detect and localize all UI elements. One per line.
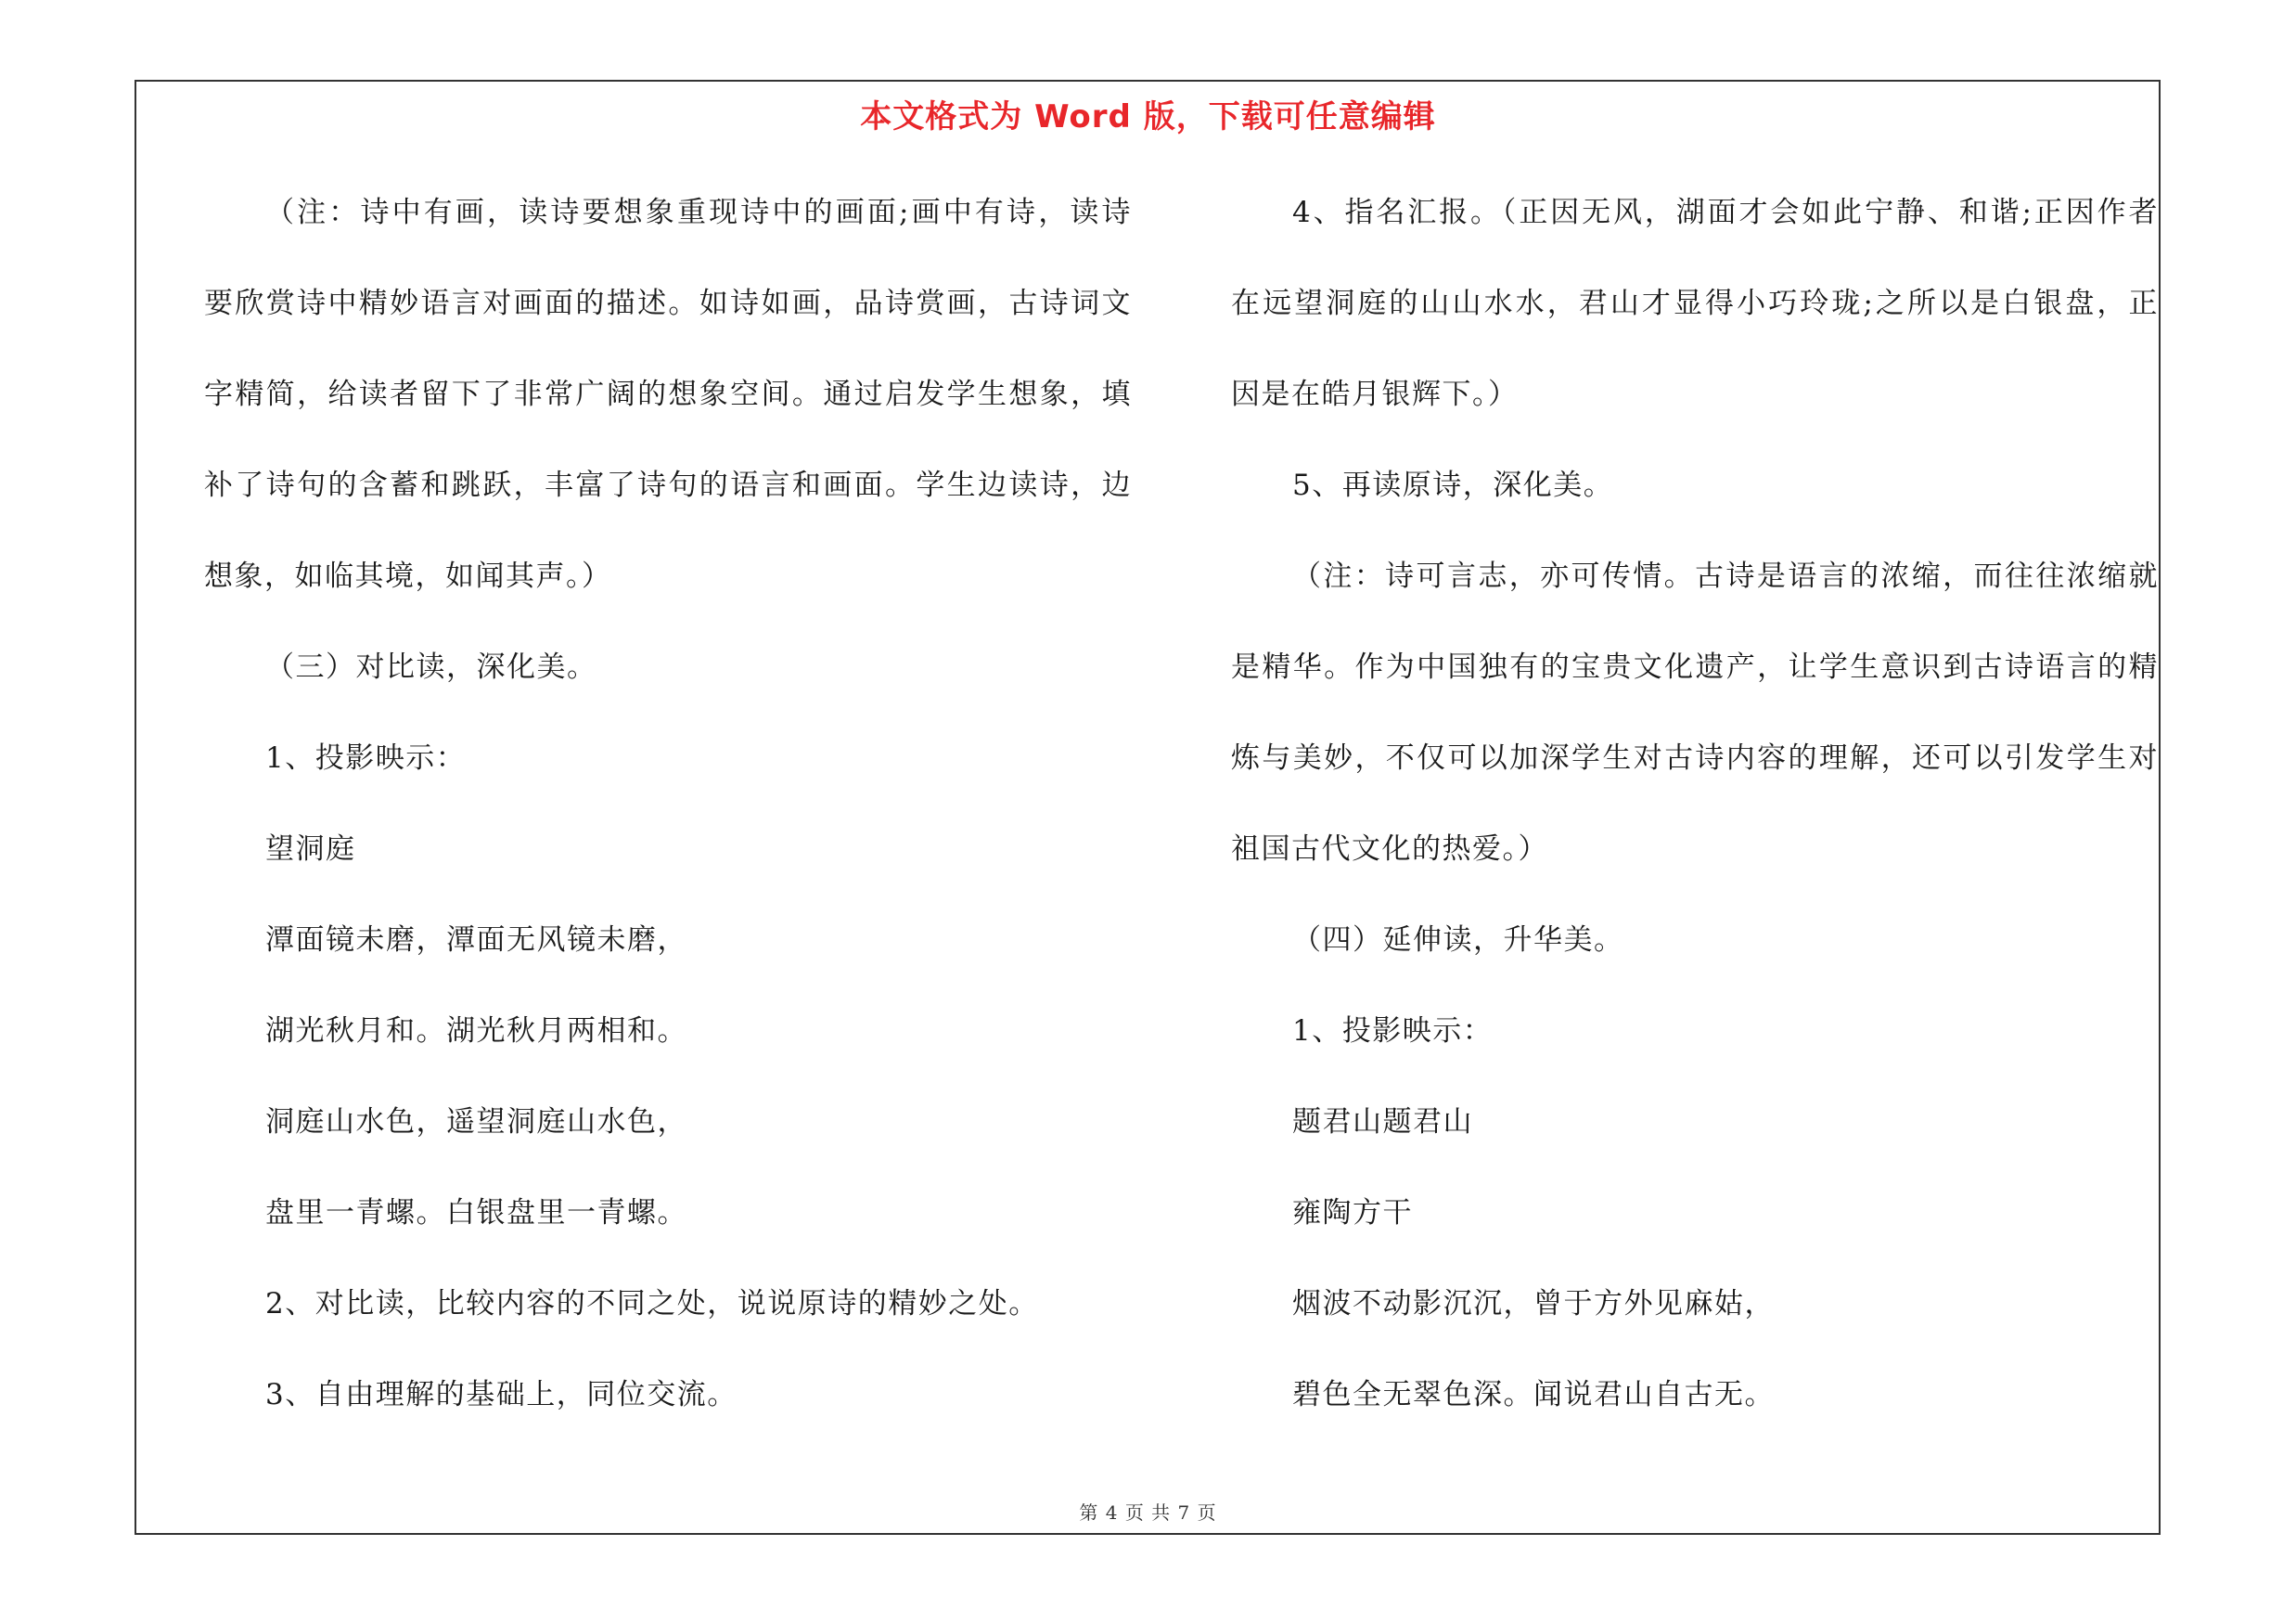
text-line: 炼与美妙，不仅可以加深学生对古诗内容的理解，还可以引发学生对 xyxy=(1231,741,2159,775)
text-line: 5、再读原诗，深化美。 xyxy=(1292,469,1614,502)
text-line: 1、投影映示： xyxy=(1292,1014,1494,1048)
left-text-column xyxy=(204,184,1132,1457)
editable-word-banner: 本文格式为 Word 版，下载可任意编辑 xyxy=(860,98,1436,135)
text-line: 是精华。作为中国独有的宝贵文化遗产，让学生意识到古诗语言的精 xyxy=(1231,650,2159,684)
text-line: 4、指名汇报。（正因无风，湖面才会如此宁静、和谐;正因作者 xyxy=(1292,196,2159,229)
text-line: （注：诗可言志，亦可传情。古诗是语言的浓缩，而往往浓缩就 xyxy=(1292,560,2159,593)
poem-line: 湖光秋月和。湖光秋月两相和。 xyxy=(265,1014,687,1048)
page-number-footer: 第 4 页 共 7 页 xyxy=(1079,1501,1217,1524)
text-line: 想象，如临其境，如闻其声。） xyxy=(204,560,612,593)
text-line: 因是在皓月银辉下。） xyxy=(1231,378,1519,411)
right-text-column xyxy=(1231,184,2159,1457)
poem-line: 盘里一青螺。白银盘里一青螺。 xyxy=(265,1196,687,1230)
text-line: 在远望洞庭的山山水水，君山才显得小巧玲珑;之所以是白银盘，正 xyxy=(1231,287,2159,320)
text-line: （注：诗中有画，读诗要想象重现诗中的画面;画中有诗，读诗 xyxy=(265,196,1132,229)
text-line: 2、对比读，比较内容的不同之处，说说原诗的精妙之处。 xyxy=(265,1287,1039,1320)
section-heading: （三）对比读，深化美。 xyxy=(265,650,597,684)
poem-line: 碧色全无翠色深。闻说君山自古无。 xyxy=(1292,1378,1775,1411)
text-line: 补了诗句的含蓄和跳跃，丰富了诗句的语言和画面。学生边读诗，边 xyxy=(204,469,1132,502)
poem-title: 题君山题君山 xyxy=(1292,1105,1473,1139)
text-line: 1、投影映示： xyxy=(265,741,467,775)
poem-line: 烟波不动影沉沉，曾于方外见麻姑， xyxy=(1292,1287,1775,1320)
poem-authors: 雍陶方干 xyxy=(1292,1196,1413,1230)
poem-line: 洞庭山水色，遥望洞庭山水色， xyxy=(265,1105,687,1139)
text-line: 字精简，给读者留下了非常广阔的想象空间。通过启发学生想象，填 xyxy=(204,378,1132,411)
section-heading: （四）延伸读，升华美。 xyxy=(1292,923,1624,957)
poem-line: 潭面镜未磨，潭面无风镜未磨， xyxy=(265,923,687,957)
text-line: 祖国古代文化的热爱。） xyxy=(1231,832,1548,866)
poem-title: 望洞庭 xyxy=(265,832,356,866)
text-line: 3、自由理解的基础上，同位交流。 xyxy=(265,1378,738,1411)
text-line: 要欣赏诗中精妙语言对画面的描述。如诗如画，品诗赏画，古诗词文 xyxy=(204,287,1132,320)
